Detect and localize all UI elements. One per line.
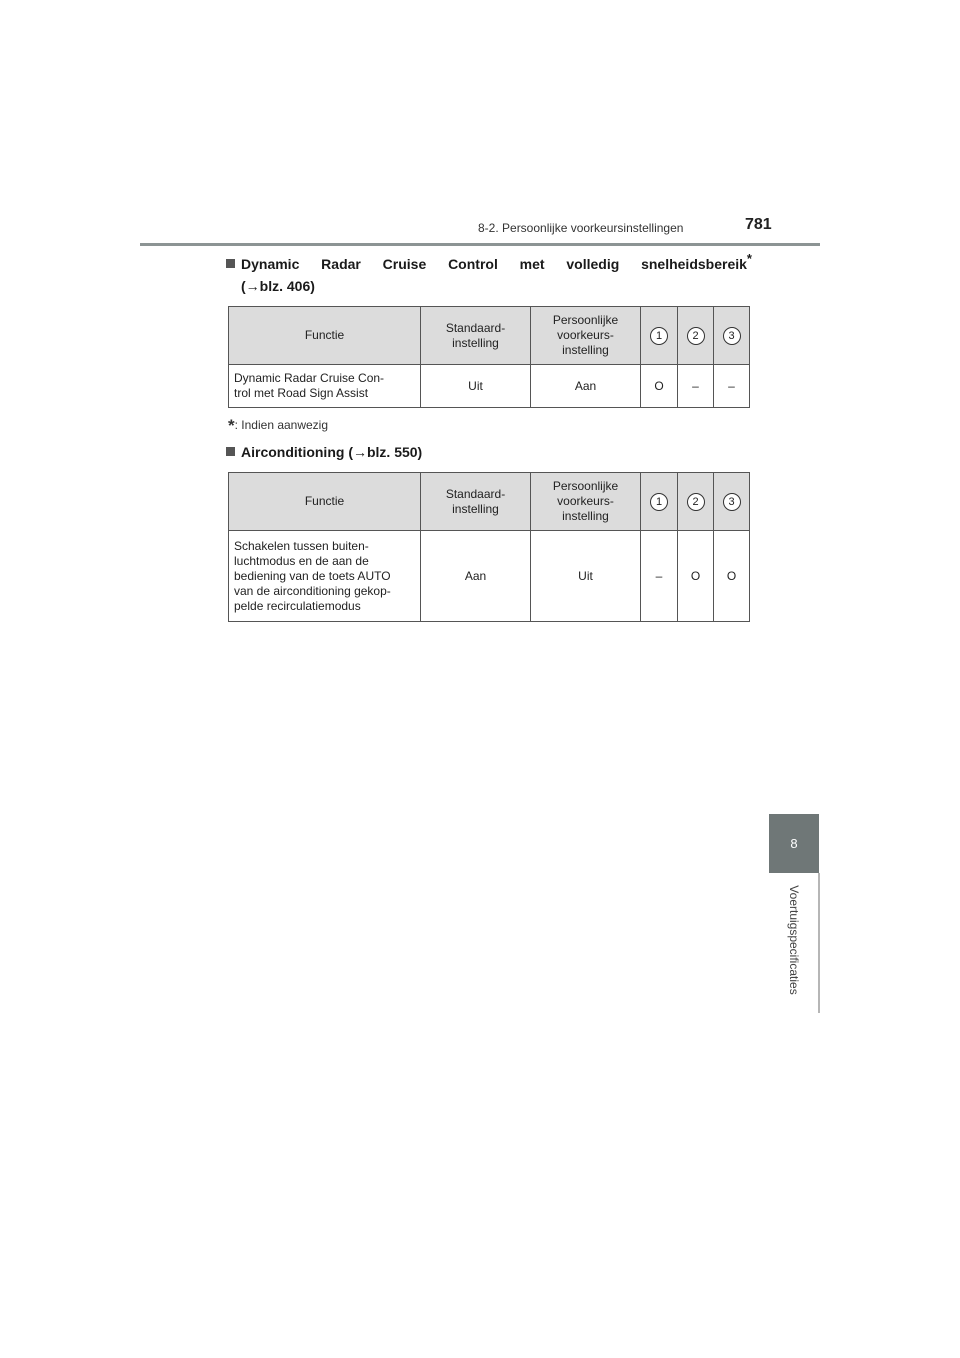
column-header-method-2 xyxy=(678,307,714,365)
settings-table-airconditioning xyxy=(228,472,750,622)
settings-table-cruise-control xyxy=(228,306,750,408)
chapter-label: Voertuigspecificaties xyxy=(787,885,801,995)
footnote xyxy=(228,416,328,436)
circled-number-1-icon: 1 xyxy=(650,327,668,345)
table-row xyxy=(229,365,750,408)
section-heading-cruise-control xyxy=(226,251,752,294)
cell-function: Dynamic Radar Cruise Con- trol met Road Sign Assist xyxy=(229,365,421,408)
heading-word: Radar xyxy=(321,256,361,272)
table-header-row xyxy=(229,307,750,365)
heading-word: met xyxy=(519,256,545,272)
heading-line-1 xyxy=(226,251,752,272)
cell-method-1: O xyxy=(641,365,678,408)
cell-method-3: O xyxy=(714,531,750,622)
footnote-text: : Indien aanwezig xyxy=(234,418,329,432)
cell-method-2: – xyxy=(678,365,714,408)
cell-personal: Uit xyxy=(531,531,641,622)
circled-number-3-icon: 3 xyxy=(723,327,741,345)
side-divider xyxy=(818,873,820,1013)
header-rule xyxy=(140,243,820,246)
column-header-function: Functie xyxy=(229,307,421,365)
square-bullet-icon xyxy=(226,447,235,456)
heading-reference: (→blz. 406) xyxy=(241,278,315,294)
circled-number-2-icon: 2 xyxy=(687,327,705,345)
column-header-method-3 xyxy=(714,473,750,531)
cell-personal: Aan xyxy=(531,365,641,408)
chapter-tab xyxy=(769,814,819,873)
cell-method-2: O xyxy=(678,531,714,622)
chapter-number: 8 xyxy=(790,836,798,851)
cell-default: Uit xyxy=(421,365,531,408)
table-header-row xyxy=(229,473,750,531)
heading-word: volledig xyxy=(566,256,620,272)
circled-number-1-icon: 1 xyxy=(650,493,668,511)
page-number: 781 xyxy=(745,216,772,233)
column-header-personal: Persoonlijke voorkeurs- instelling xyxy=(531,473,641,531)
column-header-personal: Persoonlijke voorkeurs- instelling xyxy=(531,307,641,365)
heading-word: Cruise xyxy=(382,256,427,272)
column-header-method-1 xyxy=(641,473,678,531)
cell-default: Aan xyxy=(421,531,531,622)
circled-number-2-icon: 2 xyxy=(687,493,705,511)
heading-word: Dynamic xyxy=(226,256,299,272)
heading-text: Airconditioning (→blz. 550) xyxy=(241,444,423,460)
cell-method-1: – xyxy=(641,531,678,622)
heading-word: Control xyxy=(448,256,498,272)
column-header-method-2 xyxy=(678,473,714,531)
square-bullet-icon xyxy=(226,259,235,268)
circled-number-3-icon: 3 xyxy=(723,493,741,511)
footnote-marker: * xyxy=(746,251,752,266)
cell-method-3: – xyxy=(714,365,750,408)
column-header-default: Standaard- instelling xyxy=(421,473,531,531)
column-header-method-1 xyxy=(641,307,678,365)
table-row xyxy=(229,531,750,622)
column-header-method-3 xyxy=(714,307,750,365)
cell-function: Schakelen tussen buiten- luchtmodus en de aan de bediening van de toets AUTO van de airconditioning gekop- pelde recirculatiemodus xyxy=(229,531,421,622)
column-header-default: Standaard- instelling xyxy=(421,307,531,365)
column-header-function: Functie xyxy=(229,473,421,531)
footnote-marker: * xyxy=(228,416,235,435)
section-heading-airconditioning xyxy=(226,444,422,460)
heading-word: snelheidsbereik* xyxy=(641,251,752,272)
header-section-title: 8-2. Persoonlijke voorkeursinstellingen xyxy=(478,221,684,235)
